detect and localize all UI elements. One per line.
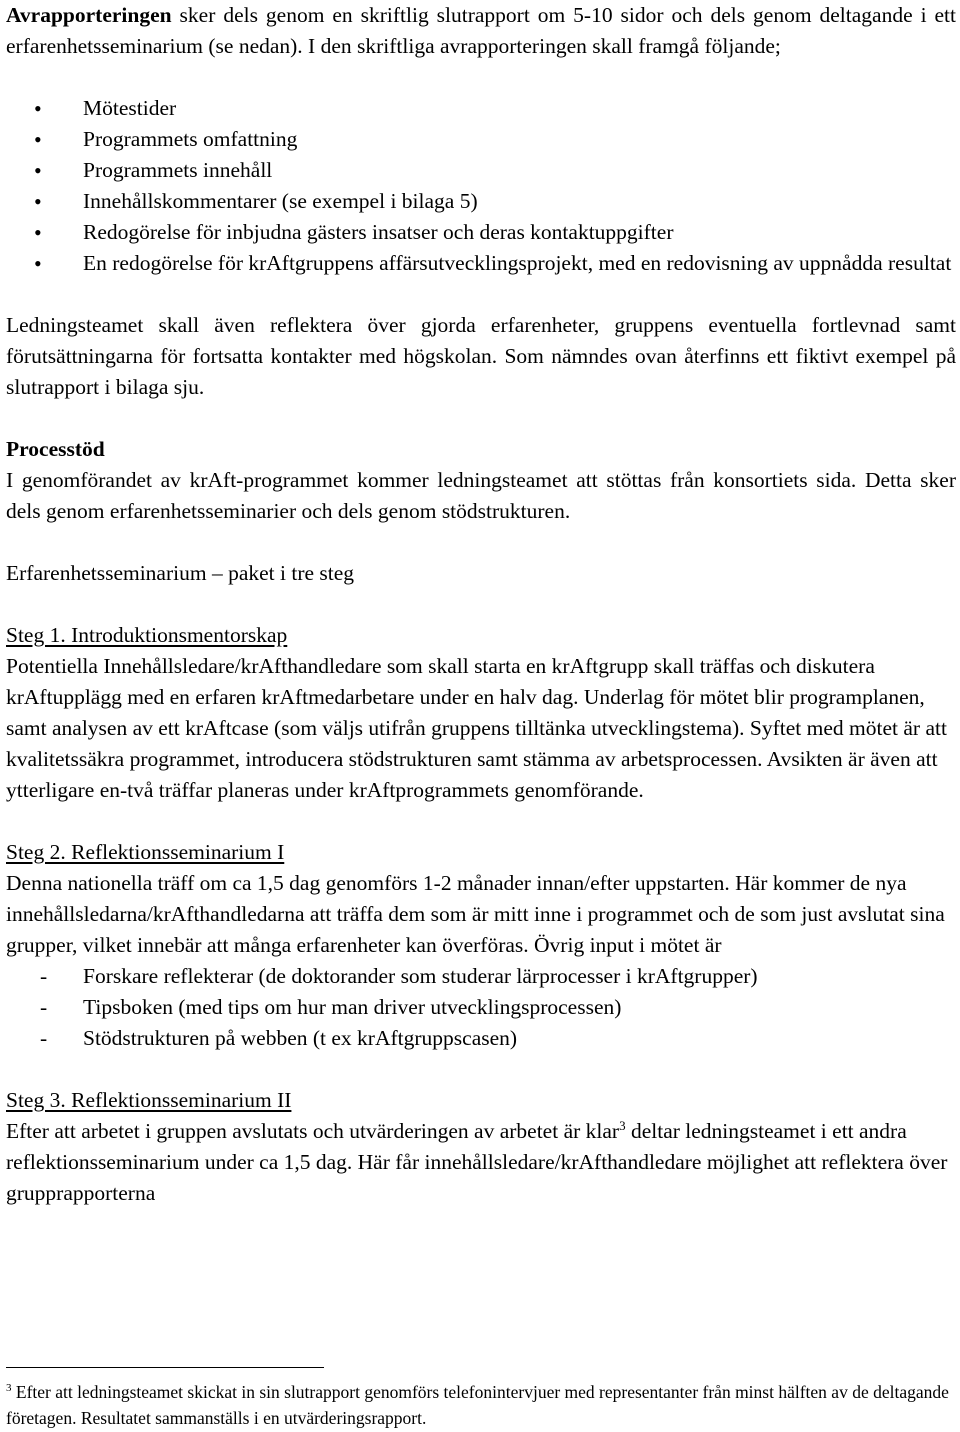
list-item: • Programmets omfattning bbox=[6, 124, 956, 155]
list-item: • En redogörelse för krAftgruppens affärsutvecklingsprojekt, med en redovisning av uppnådda resultat bbox=[6, 248, 956, 279]
list-item: - Tipsboken (med tips om hur man driver utvecklingsprocessen) bbox=[6, 992, 956, 1023]
steg2-heading: Steg 2. Reflektionsseminarium I bbox=[6, 840, 285, 864]
ledningsteam-paragraph: Ledningsteamet skall även reflektera över gjorda erfarenheter, gruppens eventuella fortlevnad samt förutsättningarna för fortsatta kontakter med högskolan. Som nämndes ovan återfinns ett fiktivt exempel på slutrapport i bilaga sju. bbox=[6, 313, 956, 399]
list-item: • Programmets innehåll bbox=[6, 155, 956, 186]
footnote-text: Efter att ledningsteamet skickat in sin slutrapport genomförs telefonintervjuer med representanter från minst hälften av de deltagande företagen. Resultatet sammanställs i en utvärderingsrapport. bbox=[6, 1382, 949, 1428]
erfarenhet-heading: Erfarenhetsseminarium – paket i tre steg bbox=[6, 561, 355, 585]
list-item: - Stödstrukturen på webben (t ex krAftgruppscasen) bbox=[6, 1023, 956, 1054]
list-item: - Forskare reflekterar (de doktorander som studerar lärprocesser i krAftgrupper) bbox=[6, 961, 956, 992]
intro-paragraph bbox=[6, 0, 956, 62]
steg3-heading: Steg 3. Reflektionsseminarium II bbox=[6, 1088, 292, 1112]
document-page bbox=[6, 0, 956, 1209]
report-contents-list bbox=[6, 93, 956, 279]
intro-bold-lead: Avrapporteringen bbox=[6, 3, 172, 27]
processstod-heading: Processtöd bbox=[6, 437, 105, 461]
list-item: • Redogörelse för inbjudna gästers insatser och deras kontaktuppgifter bbox=[6, 217, 956, 248]
footnote-reference: 3 bbox=[619, 1117, 626, 1133]
steg1-text: Potentiella Innehållsledare/krAfthandledare som skall starta en krAftgrupp skall träffas och diskutera krAftupplägg med en erfaren krAftmedarbetare under en halv dag. Underlag för mötet blir programplanen, samt analysen av ett krAftcase (som väljs utifrån gruppens tilltänka utvecklingstema). Syftet med mötet är att kvalitetssäkra programmet, introducera stödstrukturen samt stämma av arbetsprocessen. Avsikten är även att ytterligare en-två träffar planeras under krAftprogrammets genomförande. bbox=[6, 654, 947, 802]
intro-text: sker dels genom en skriftlig slutrapport om 5-10 sidor och dels genom deltagande i ett erfarenhetsseminarium (se nedan). I den skriftliga avrapporteringen skall framgå följande; bbox=[6, 3, 956, 58]
list-item: • Mötestider bbox=[6, 93, 956, 124]
steg3-text: Efter att arbetet i gruppen avslutats och utvärderingen av arbetet är klar$^3$ deltar ledningsteamet i ett andra reflektionsseminarium under ca 1,5 dag. Här får innehållsledare/krAfthandledare möjlighet att reflektera över grupprapporterna bbox=[6, 1117, 948, 1205]
dash-marker: - bbox=[40, 964, 48, 988]
footnote-separator bbox=[6, 1367, 324, 1368]
steg1-heading: Steg 1. Introduktionsmentorskap bbox=[6, 623, 288, 647]
list-item: • Innehållskommentarer (se exempel i bilaga 5) bbox=[6, 186, 956, 217]
dash-marker: - bbox=[40, 1026, 48, 1050]
footnote bbox=[6, 1379, 956, 1431]
steg2-input-list bbox=[6, 961, 956, 1054]
dash-marker: - bbox=[40, 995, 48, 1019]
steg2-text: Denna nationella träff om ca 1,5 dag genomförs 1-2 månader innan/efter uppstarten. Här kommer de nya innehållsledarna/krAfthandledarna att träffa dem som är mitt inne i programmet och de som just avslutat sina grupper, vilket innebär att många erfarenheter kan överföras. Övrig input i mötet är bbox=[6, 871, 945, 957]
processstod-text: I genomförandet av krAft-programmet kommer ledningsteamet att stöttas från konsortiets sida. Detta sker dels genom erfarenhetsseminarier och dels genom stödstrukturen. bbox=[6, 468, 956, 523]
footnote-number: 3 bbox=[6, 1382, 12, 1395]
